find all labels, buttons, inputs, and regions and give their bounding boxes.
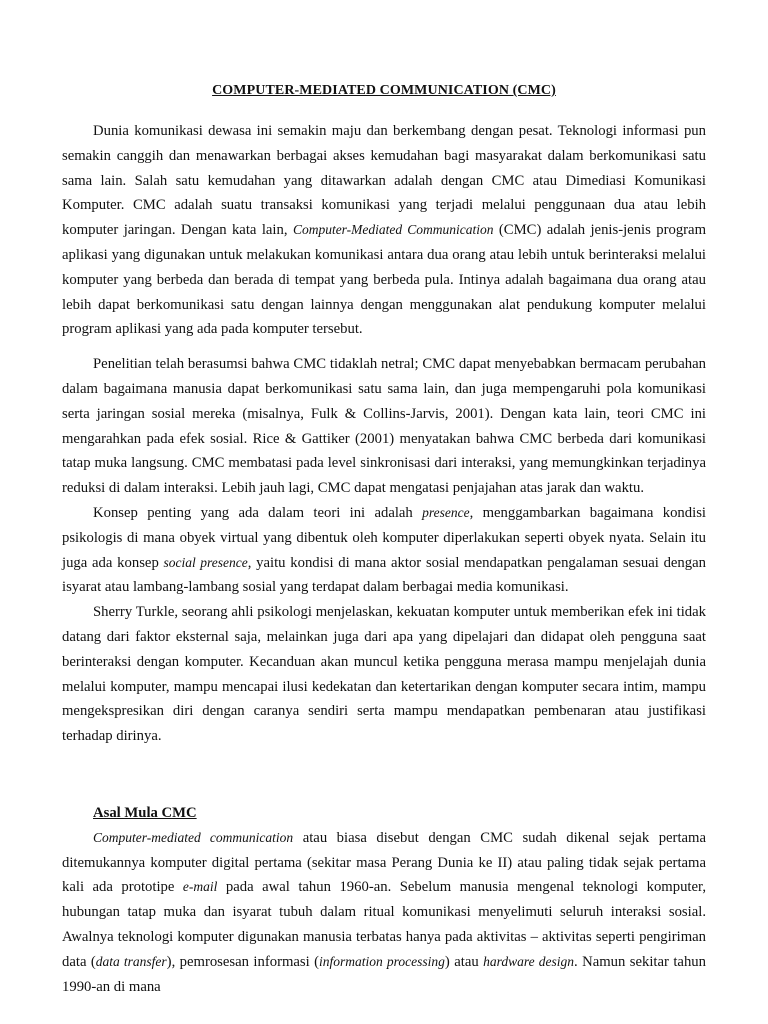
paragraph	[62, 826, 706, 1000]
italic-term: Computer-Mediated Communication	[292, 222, 494, 238]
text-run: , menggambarkan bagaimana kondisi psikologis di mana obyek virtual yang dibentuk oleh komputer diperlakukan seperti obyek nyata. Selain itu juga ada konsep	[62, 504, 706, 571]
italic-term: social presence	[163, 554, 248, 570]
text-run: , yaitu kondisi di mana aktor sosial mendapatkan pengalaman sesuai dengan isyarat atau lambang-lambang sosial yang terdapat dalam berbagai media komunikasi.	[62, 554, 706, 596]
text-run: (CMC) adalah jenis-jenis program aplikasi yang digunakan untuk melakukan komunikasi antara dua orang atau lebih untuk berinteraksi melalui komputer yang berbeda dan berada di tempat yang berbeda pula. Intinya adalah bagaimana dua orang atau lebih dapat berkomunikasi satu dengan lainnya dengan menggunakan alat pendukung komputer melalui program aplikasi yang ada pada komputer tersebut.	[62, 222, 706, 338]
text-run: atau biasa disebut dengan CMC sudah dikenal sejak pertama ditemukannya komputer digital pertama (sekitar masa Perang Dunia ke II) atau paling tidak sejak pertama kali ada prototipe	[62, 829, 706, 896]
paragraph	[62, 119, 706, 342]
paragraph	[62, 600, 706, 749]
section-heading: Asal Mula CMC	[93, 804, 197, 821]
page-title: COMPUTER-MEDIATED COMMUNICATION (CMC)	[212, 83, 556, 98]
italic-term: e-mail	[182, 879, 218, 895]
text-run: ), pemrosesan informasi (	[166, 953, 320, 970]
italic-term: hardware design	[483, 953, 575, 969]
text-run: Konsep penting yang ada dalam teori ini adalah	[93, 504, 423, 521]
text-run: . Namun sekitar tahun 1990-an di mana	[62, 953, 706, 995]
italic-term: information processing	[319, 953, 445, 969]
italic-term: presence	[422, 504, 470, 520]
text-run: Penelitian telah berasumsi bahwa CMC tidaklah netral; CMC dapat menyebabkan bermacam perubahan dalam bagaimana manusia dapat berkomunikasi satu sama lain, dan juga mempengaruhi pola komunikasi serta jaringan sosial mereka (misalnya, Fulk & Collins-Jarvis, 2001). Dengan kata lain, teori CMC ini mengarahkan pada efek sosial. Rice & Gattiker (2001) menyatakan bahwa CMC berbeda dari komunikasi tatap muka langsung. CMC membatasi pada level sinkronisasi dari interaksi, yang memungkinkan terjadinya reduksi di dalam interaksi. Lebih jauh lagi, CMC dapat mengatasi penjajahan atas jarak dan waktu.	[62, 356, 706, 497]
text-run: pada awal tahun 1960-an. Sebelum manusia mengenal teknologi komputer, hubungan tatap muka dan isyarat tubuh dalam ritual komunikasi menyelimuti seluruh interaksi sosial. Awalnya teknologi komputer digunakan manusia terbatas hanya pada aktivitas – aktivitas seperti pengiriman data (	[62, 879, 706, 970]
text-run: Sherry Turkle, seorang ahli psikologi menjelaskan, kekuatan komputer untuk memberikan efek ini tidak datang dari faktor eksternal saja, melainkan juga dari apa yang dipelajari dan didapat oleh pengguna saat berinteraksi dengan komputer. Kecanduan akan muncul ketika pengguna merasa mampu menjelajah dunia melalui komputer, mampu mencapai ilusi kedekatan dan ketertarikan dengan komputer secara intim, mampu mengekspresikan diri dengan caranya sendiri serta mampu mendapatkan pembenaran atau justifikasi terhadap dirinya.	[62, 604, 706, 745]
paragraph	[62, 501, 706, 600]
italic-term: data transfer	[95, 953, 167, 969]
italic-term: Computer-mediated communication	[93, 829, 294, 845]
text-run: ) atau	[444, 953, 484, 970]
paragraph	[62, 352, 706, 501]
text-run: Dunia komunikasi dewasa ini semakin maju dan berkembang dengan pesat. Teknologi informasi pun semakin canggih dan menawarkan berbagai akses kemudahan bagi masyarakat dalam berkomunikasi satu sama lain. Salah satu kemudahan yang ditawarkan adalah dengan CMC atau Dimediasi Komunikasi Komputer. CMC adalah suatu transaksi komunikasi yang terjadi melalui penggunaan dua atau lebih komputer jaringan. Dengan kata lain,	[62, 123, 706, 239]
